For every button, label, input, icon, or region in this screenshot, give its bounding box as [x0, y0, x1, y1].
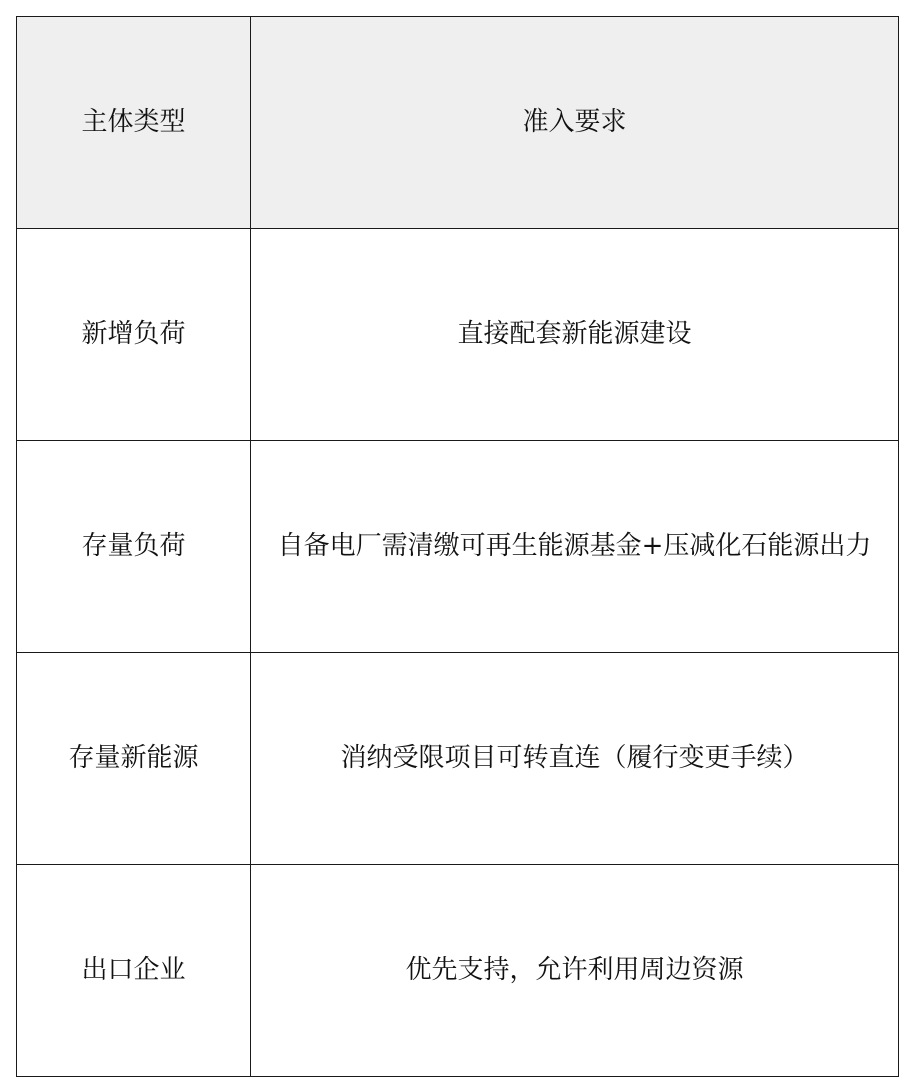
table-header-row [17, 17, 899, 229]
cell-entity-type: 存量负荷 [17, 441, 251, 653]
header-access-requirement: 准入要求 [251, 17, 899, 229]
cell-access-requirement: 优先支持，允许利用周边资源 [251, 865, 899, 1077]
table-row [17, 865, 899, 1077]
entity-requirements-table [16, 16, 899, 1077]
cell-entity-type: 存量新能源 [17, 653, 251, 865]
table-row [17, 653, 899, 865]
table-row [17, 441, 899, 653]
cell-access-requirement: 消纳受限项目可转直连（履行变更手续） [251, 653, 899, 865]
table-row [17, 229, 899, 441]
cell-access-requirement: 直接配套新能源建设 [251, 229, 899, 441]
header-entity-type: 主体类型 [17, 17, 251, 229]
cell-access-requirement: 自备电厂需清缴可再生能源基金+压减化石能源出力 [251, 441, 899, 653]
cell-entity-type: 出口企业 [17, 865, 251, 1077]
cell-entity-type: 新增负荷 [17, 229, 251, 441]
